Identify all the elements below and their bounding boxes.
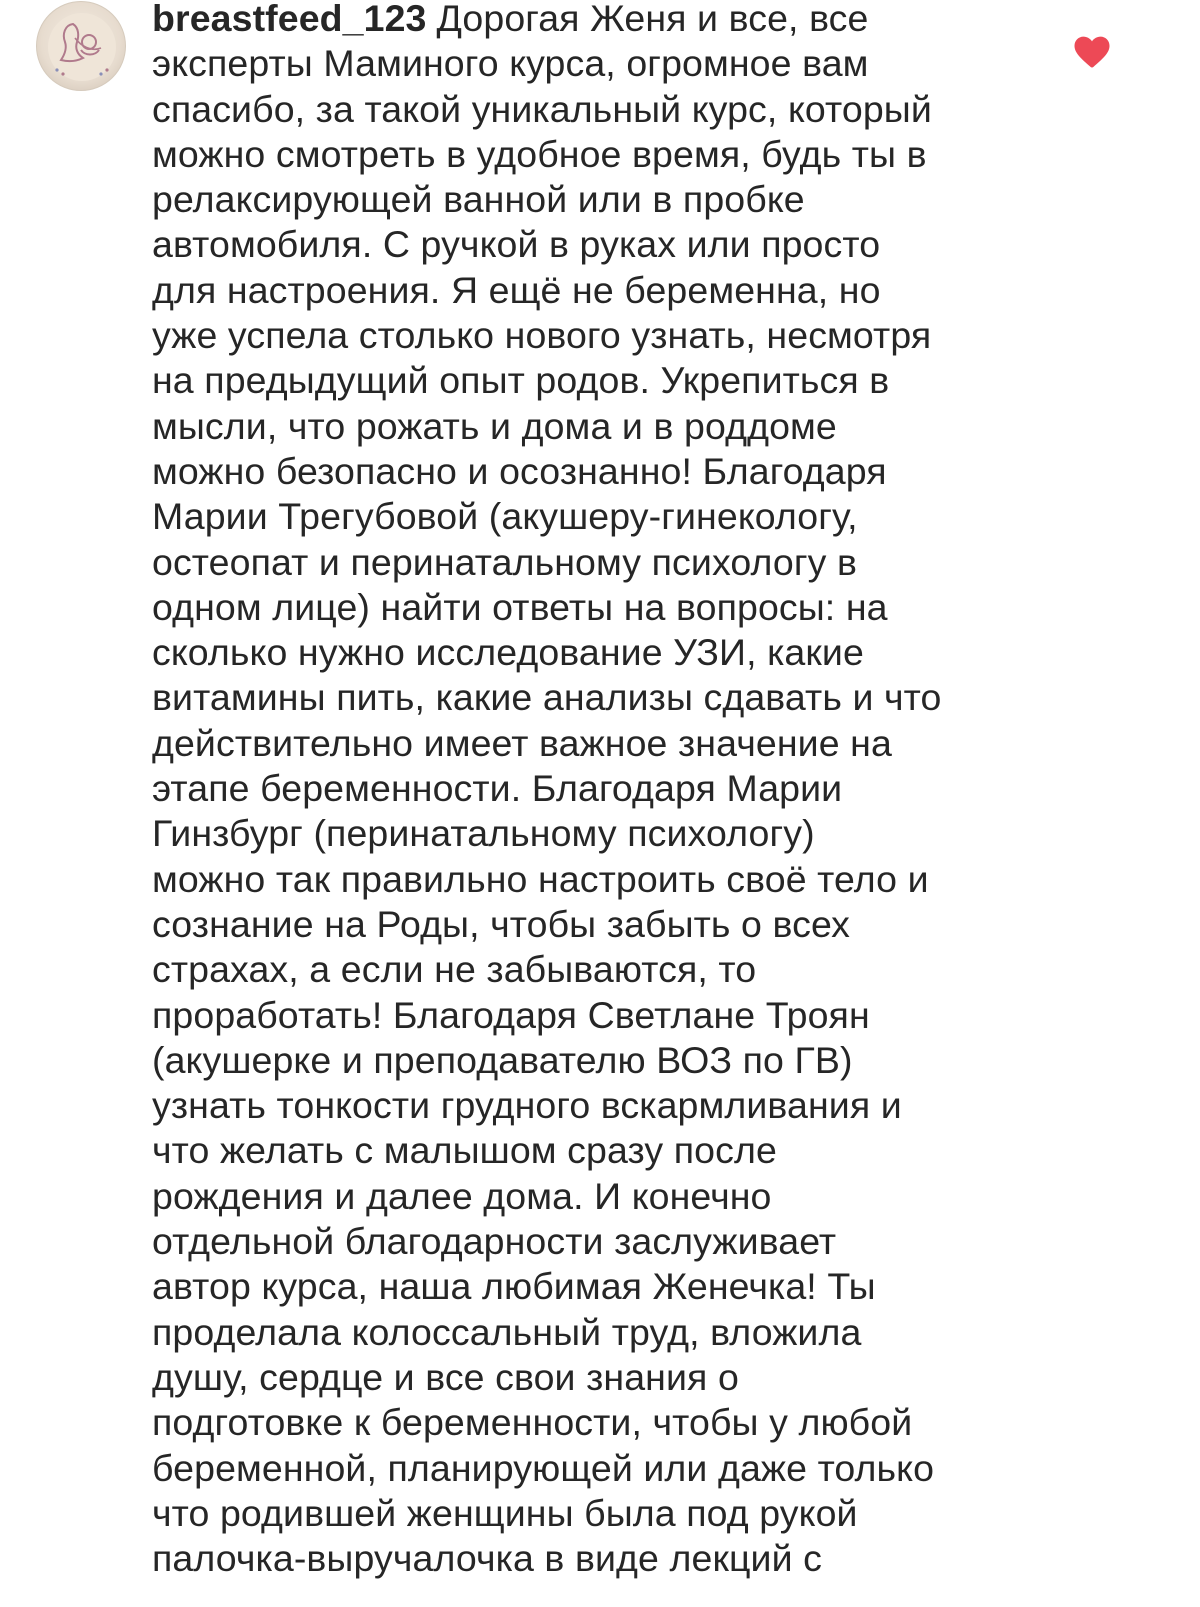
mother-and-child-logo-icon bbox=[37, 2, 126, 91]
comment-text-line: релаксирующей ванной или в пробке bbox=[152, 178, 805, 221]
like-button[interactable] bbox=[1072, 32, 1112, 72]
comment-text-line: действительно имеет важное значение на bbox=[152, 721, 892, 764]
comment-text-line: мысли, что рожать и дома и в роддоме bbox=[152, 404, 837, 447]
comment-text-line: Марии Трегубовой (акушеру-гинекологу, bbox=[152, 495, 858, 538]
comment-text-line: Гинзбург (перинатальному психологу) bbox=[152, 812, 815, 855]
comment-text-line: уже успела столько нового узнать, несмотря bbox=[152, 314, 932, 357]
comment-username[interactable]: breastfeed_123 bbox=[152, 0, 427, 39]
comment-text-line: узнать тонкости грудного вскармливания и bbox=[152, 1084, 902, 1127]
comment-body bbox=[152, 0, 1052, 1581]
comment-text-line: (акушерке и преподавателю ВОЗ по ГВ) bbox=[152, 1038, 853, 1081]
comment-text-line: страхах, а если не забываются, то bbox=[152, 948, 757, 991]
comment-text-line: отдельной благодарности заслуживает bbox=[152, 1220, 837, 1263]
comment-text-line: остеопат и перинатальному психологу в bbox=[152, 540, 858, 583]
comment-text-line: спасибо, за такой уникальный курс, который bbox=[152, 87, 932, 130]
comment-text-line: для настроения. Я ещё не беременна, но bbox=[152, 268, 881, 311]
comment-text-line: можно так правильно настроить своё тело и bbox=[152, 857, 929, 900]
comment-text-line: Дорогая Женя и все, все bbox=[436, 0, 869, 39]
comment-text-line: сознание на Роды, чтобы забыть о всех bbox=[152, 902, 850, 945]
comment-text-line: проделала колоссальный труд, вложила bbox=[152, 1310, 862, 1353]
comment-text-line: проработать! Благодаря Светлане Троян bbox=[152, 993, 870, 1036]
comment-text-line: сколько нужно исследование УЗИ, какие bbox=[152, 631, 864, 674]
comment-text-line: одном лице) найти ответы на вопросы: на bbox=[152, 585, 888, 628]
comment-text-line: что желать с малышом сразу после bbox=[152, 1129, 777, 1172]
comment-text-line: палочка-выручалочка в виде лекций с bbox=[152, 1537, 822, 1580]
comment-first-line bbox=[152, 0, 1052, 41]
comment-text-line: автор курса, наша любимая Женечка! Ты bbox=[152, 1265, 876, 1308]
comment-text-line: можно смотреть в удобное время, будь ты в bbox=[152, 132, 927, 175]
comment-text-line: рождения и далее дома. И конечно bbox=[152, 1174, 772, 1217]
comment-text-line: на предыдущий опыт родов. Укрепиться в bbox=[152, 359, 890, 402]
comment-text-line: витамины пить, какие анализы сдавать и что bbox=[152, 676, 942, 719]
comment-text-line: душу, сердце и все свои знания о bbox=[152, 1355, 739, 1398]
user-avatar[interactable] bbox=[36, 1, 126, 91]
comment-text-line: беременной, планирующей или даже только bbox=[152, 1446, 935, 1489]
comment-text-line: этапе беременности. Благодаря Марии bbox=[152, 767, 843, 810]
comment-text-line: что родившей женщины была под рукой bbox=[152, 1491, 858, 1534]
heart-icon bbox=[1072, 32, 1112, 72]
comment-text-line: можно безопасно и осознанно! Благодаря bbox=[152, 449, 887, 492]
comment-text-line: автомобиля. С ручкой в руках или просто bbox=[152, 223, 881, 266]
comment-text-line: подготовке к беременности, чтобы у любой bbox=[152, 1401, 913, 1444]
comment-text-line: эксперты Маминого курса, огромное вам bbox=[152, 42, 869, 85]
